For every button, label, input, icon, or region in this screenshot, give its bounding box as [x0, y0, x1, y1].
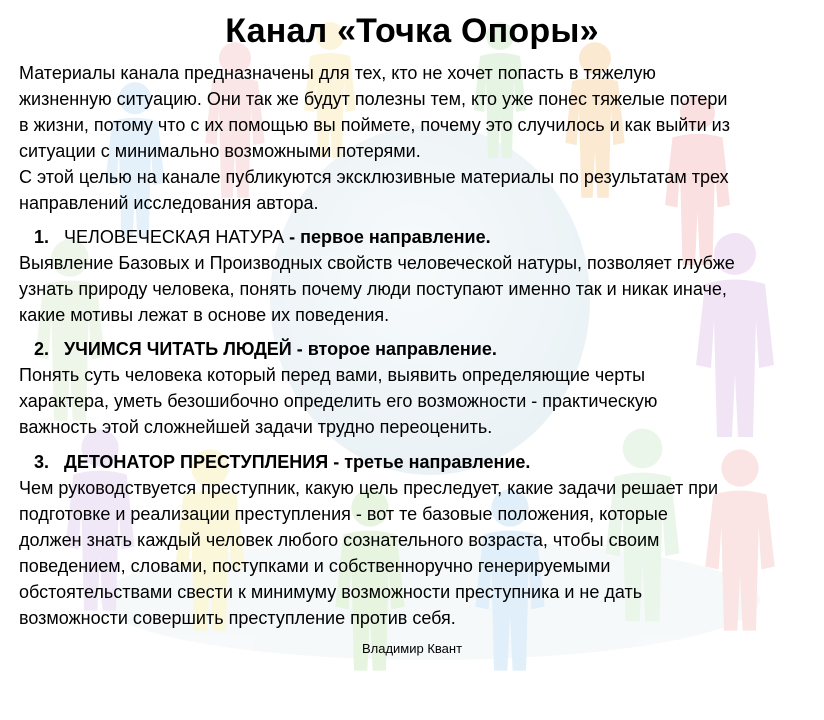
text-line: характера, уметь безошибочно определить его возможности - практическую — [19, 391, 658, 411]
text-line: узнать природу человека, понять почему люди поступают именно так и никак иначе, — [19, 279, 727, 299]
section-number: 1. — [34, 227, 50, 247]
text-line: обстоятельствами свести к минимуму возможности преступника и не дать — [19, 582, 643, 602]
intro-paragraph — [19, 60, 819, 216]
page-title: Канал «Точка Опоры» — [225, 12, 599, 50]
text-line: жизненную ситуацию. Они так же будут полезны тем, кто уже понес тяжелые потери — [19, 89, 728, 109]
text-line: Материалы канала предназначены для тех, кто не хочет попасть в тяжелую — [19, 63, 656, 83]
section-direction: первое направление. — [300, 227, 491, 247]
section-separator: - — [284, 227, 301, 247]
text-line: важность этой сложнейшей задачи трудно переоценить. — [19, 417, 493, 437]
text-line: С этой целью на канале публикуются эксклюзивные материалы по результатам трех — [19, 167, 729, 187]
text-line: ситуации с минимально возможными потерями. — [19, 141, 421, 161]
section-number: 3. — [34, 452, 50, 472]
section-name: ДЕТОНАТОР ПРЕСТУПЛЕНИЯ — [64, 452, 329, 472]
text-line: Выявление Базовых и Производных свойств человеческой натуры, позволяет глубже — [19, 253, 735, 273]
text-line: направлений исследования автора. — [19, 193, 319, 213]
text-line: Понять суть человека который перед вами, выявить определяющие черты — [19, 365, 646, 385]
section-3-heading — [34, 449, 530, 475]
text-line: поведением, словами, поступками и собственноручно генерируемыми — [19, 556, 611, 576]
section-2-heading — [34, 336, 497, 362]
author-signature: Владимир Квант — [361, 641, 463, 656]
section-name: УЧИМСЯ ЧИТАТЬ ЛЮДЕЙ — [64, 339, 292, 359]
section-1-heading — [34, 224, 491, 250]
text-line: Чем руководствуется преступник, какую цель преследует, какие задачи решает при — [19, 478, 719, 498]
section-2-body — [19, 362, 819, 440]
section-separator: - — [291, 339, 308, 359]
text-line: в жизни, потому что с их помощью вы поймете, почему это случилось и как выйти из — [19, 115, 730, 135]
text-line: какие мотивы лежат в основе их поведения. — [19, 305, 390, 325]
text-line: возможности совершить преступление против себя. — [19, 608, 456, 628]
section-name: ЧЕЛОВЕЧЕСКАЯ НАТУРА — [64, 227, 285, 247]
section-3-body — [19, 475, 819, 631]
section-direction: третье направление. — [344, 452, 531, 472]
section-direction: второе направление. — [307, 339, 497, 359]
text-line: подготовке и реализации преступления - вот те базовые положения, которые — [19, 504, 668, 524]
section-1-body — [19, 250, 819, 328]
section-separator: - — [328, 452, 345, 472]
text-line: должен знать каждый человек любого сознательного возраста, чтобы своим — [19, 530, 660, 550]
section-number: 2. — [34, 339, 50, 359]
